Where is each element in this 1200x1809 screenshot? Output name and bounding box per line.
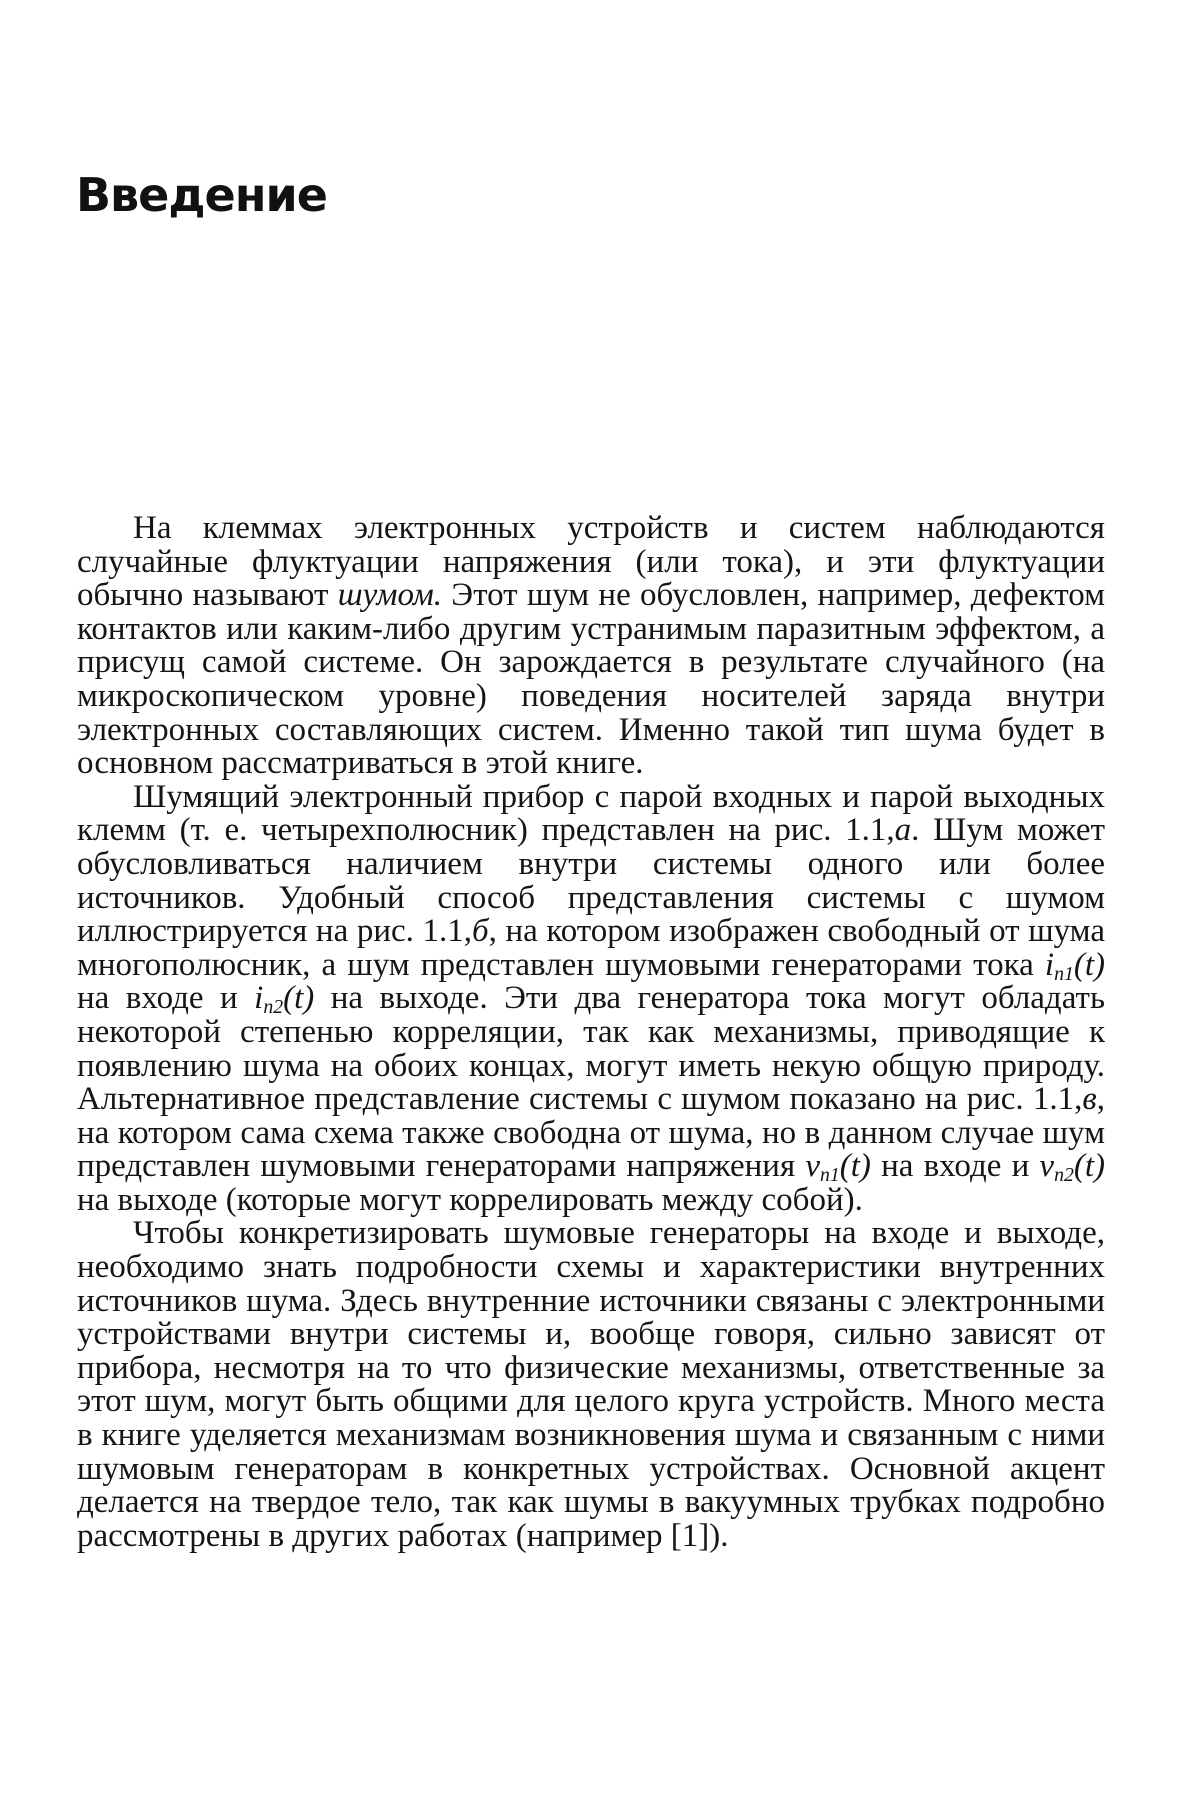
chapter-title: Введение [76, 168, 327, 222]
text-run: , на котором сама схема также свободна от шума, но в данном случае шум представлен шумовыми генераторами напряжения [77, 1081, 1105, 1185]
voltage-subscript-1: n1 [819, 1164, 840, 1187]
text-run: , на котором изображен свободный от шума многополюсник, а шум представлен шумовыми генераторами тока [77, 913, 1105, 983]
current-symbol: i [254, 980, 264, 1017]
time-argument: (t) [283, 980, 315, 1017]
time-argument: (t) [839, 1148, 871, 1185]
text-run: на входе и [870, 1148, 1040, 1185]
current-symbol: i [1044, 946, 1055, 983]
paragraph-1 [77, 512, 1105, 781]
text-run: Шумящий электронный прибор с парой входных и парой выходных клемм (т. е. четырехполюсник) представлен на рис. 1.1, [77, 778, 1105, 849]
text-run: На клеммах электронных устройств и систем наблюдаются случайные флуктуации напряжения (или тока), и эти флуктуации обычно называют [77, 510, 1105, 614]
time-argument: (t) [1073, 1148, 1106, 1185]
figure-part-b: б [472, 913, 489, 950]
text-run: . Шум может обусловливаться наличием внутри системы одного или более источников. Удобный способ представления системы с шумом иллюстрируется на рис. 1.1, [77, 812, 1105, 950]
current-subscript-1: n1 [1054, 962, 1074, 985]
current-subscript-2: n2 [263, 996, 284, 1019]
figure-part-a: а [894, 812, 912, 849]
text-run: Этот шум не обусловлен, например, дефектом контактов или каким-либо другим устранимым паразитным эффектом, а присущ самой системе. Он зарождается в результате случайного (на микроскопическом уровне) поведения носителей заряда внутри электронных составляющих систем. Именно такой тип шума будет в основном рассматриваться в этой книге. [77, 577, 1105, 782]
body-text [77, 512, 1105, 1553]
paragraph-2 [77, 778, 1106, 1218]
voltage-symbol: v [1039, 1148, 1055, 1185]
text-run: на входе и [77, 980, 255, 1017]
time-argument: (t) [1073, 946, 1105, 983]
emphasis-term: шумом. [337, 577, 443, 614]
text-run: на выходе (которые могут коррелировать между собой). [77, 1181, 863, 1218]
voltage-subscript-2: n2 [1054, 1164, 1074, 1187]
text-run: Чтобы конкретизировать шумовые генераторы на входе и выходе, необходимо знать подробности схемы и характеристики внутренних источников шума. Здесь внутренние источники связаны с электронными устройствами внутри системы и, вообще говоря, сильно зависят от прибора, несмотря на то что физические механизмы, ответственные за этот шум, могут быть общими для целого круга устройств. Много места в книге уделяется механизмам возникновения шума и связанным с ними шумовым генераторам в конкретных устройствах. Основной акцент делается на твердое тело, так как шумы в вакуумных трубках подробно рассмотрены в других работах (например [1]). [77, 1215, 1105, 1554]
figure-part-c: в [1082, 1081, 1097, 1118]
voltage-symbol: v [805, 1148, 820, 1185]
text-run: на выходе. Эти два генератора тока могут обладать некоторой степенью корреляции, так как механизмы, приводящие к появлению шума на обоих концах, могут иметь некую общую природу. Альтернативное представление системы с шумом показано на рис. 1.1, [77, 980, 1105, 1118]
paragraph-3 [77, 1217, 1105, 1553]
